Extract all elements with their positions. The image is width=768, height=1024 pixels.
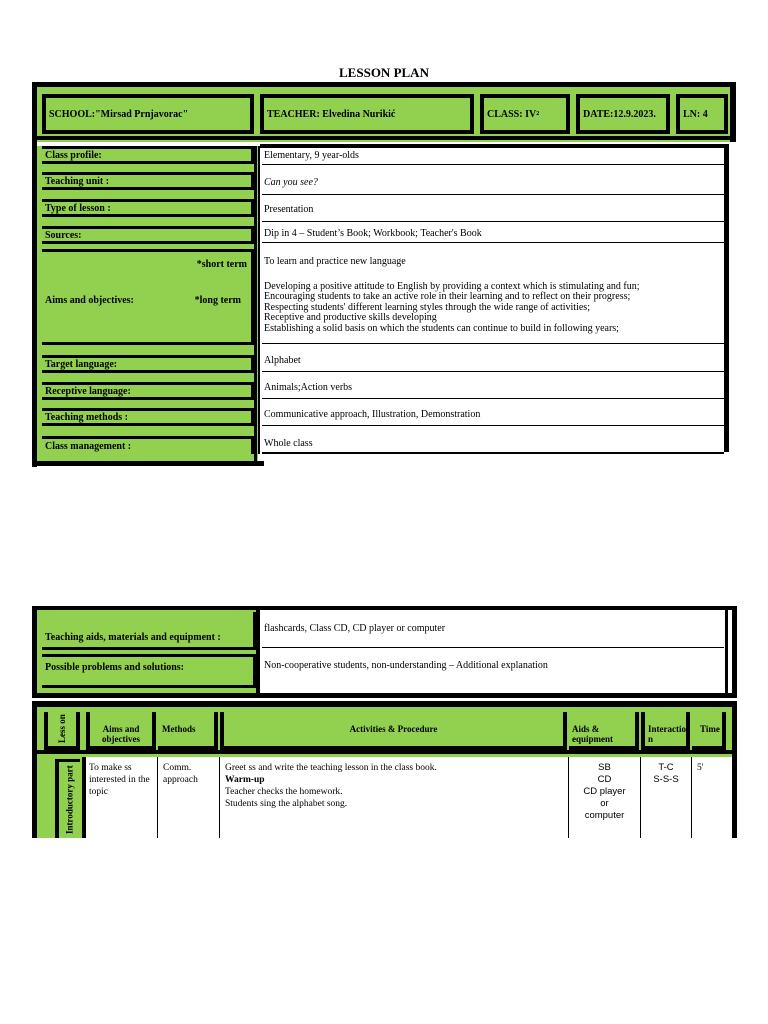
aid-item: CD: [597, 774, 612, 785]
row-interaction: [641, 762, 691, 786]
activity-line-4: Students sing the alphabet song.: [225, 799, 348, 809]
activity-line-3: Teacher checks the homework.: [225, 787, 343, 797]
header-text: Time: [700, 724, 720, 734]
header-text: Aims and objectives: [102, 724, 140, 744]
header-activities: [220, 712, 567, 750]
part-cell: [55, 759, 80, 838]
header-text: Activities & Procedure: [349, 724, 438, 734]
value-teaching-methods: Communicative approach, Illustration, Demonstration: [262, 404, 724, 426]
value-possible-problems: Non-cooperative students, non-understanding – Additional explanation: [264, 660, 548, 671]
label-text: Sources:: [45, 229, 82, 241]
label-text: Target language:: [45, 358, 118, 370]
row-activities: [225, 762, 565, 810]
header-aids: [569, 712, 639, 750]
header-methods: [158, 712, 218, 750]
row-time: 5': [697, 763, 704, 773]
value-class-profile: Elementary, 9 year-olds: [262, 146, 724, 165]
label-text: Type of lesson :: [45, 202, 111, 214]
label-text: Teaching methods :: [45, 411, 128, 423]
date-field: DATE:12.9.2023.: [576, 94, 670, 134]
row-aims: To make ss interested in the topic: [89, 763, 150, 797]
interaction-item: T-C: [658, 762, 674, 773]
part-label: Introductory part: [64, 765, 75, 835]
class-superscript: 2: [536, 111, 540, 117]
value-receptive-language: Animals;Action verbs: [262, 377, 724, 399]
header-lesson: [44, 712, 80, 750]
short-term-label: *short term: [196, 259, 247, 270]
label-receptive-language: [42, 382, 254, 400]
value-sources: Dip in 4 – Student’s Book; Workbook; Teacher's Book: [262, 224, 724, 243]
label-aims-and-objectives: [42, 249, 254, 345]
label-teaching-aids: [42, 612, 256, 650]
header-text: Interactio n: [648, 724, 686, 744]
value-teaching-aids: flashcards, Class CD, CD player or computer: [262, 610, 724, 648]
school-name: SCHOOL:"Mirsad Prnjavorac": [42, 94, 254, 134]
header-time: [692, 712, 726, 750]
value-teaching-unit: Can you see?: [262, 170, 724, 195]
long-term-label: *long term: [194, 295, 241, 306]
long-term-value-5: Establishing a solid basis on which the students can continue to build in following years;: [264, 322, 619, 334]
label-sources: [42, 226, 254, 244]
teacher-name: TEACHER: Elvedina Nurikić: [260, 94, 474, 134]
class-field: [480, 94, 570, 134]
header-interaction: [641, 712, 690, 750]
long-term-value-4: Receptive and productive skills developing: [264, 312, 437, 323]
label-text: Receptive language:: [45, 385, 131, 397]
activity-line-2: Warm-up: [225, 775, 265, 785]
header-aims: [86, 712, 156, 750]
label-text: Class profile:: [45, 149, 102, 161]
label-class-profile: [42, 146, 254, 164]
class-label: CLASS: IV: [487, 108, 537, 120]
label-text: Class management :: [45, 441, 132, 452]
label-possible-problems: [42, 654, 256, 688]
value-type-of-lesson: Presentation: [262, 197, 724, 222]
label-type-of-lesson: [42, 199, 254, 217]
value-aims: [262, 248, 724, 344]
label-teaching-methods: [42, 408, 254, 426]
label-class-management: [42, 436, 254, 454]
row-methods: Comm. approach: [163, 763, 198, 785]
activity-line-1: Greet ss and write the teaching lesson in the class book.: [225, 763, 437, 773]
lesson-number: LN: 4: [676, 94, 728, 134]
label-text: Teaching aids, materials and equipment :: [45, 632, 221, 643]
aid-item: SB: [598, 762, 611, 773]
header-text: Less on: [57, 714, 67, 744]
value-target-language: Alphabet: [262, 350, 724, 372]
header-text: Methods: [162, 724, 196, 734]
short-term-value: To learn and practice new language: [264, 256, 406, 267]
label-target-language: [42, 355, 254, 373]
row-aids: [569, 762, 640, 822]
long-term-value-3: Respecting students' different learning styles through the wide range of activities;: [264, 301, 590, 313]
aid-item: CD player: [583, 786, 626, 797]
aid-item: or: [600, 798, 609, 809]
interaction-item: S-S-S: [653, 774, 679, 785]
aims-label: Aims and objectives:: [45, 295, 134, 306]
aid-item: computer: [584, 810, 625, 821]
header-text: Aids & equipment: [572, 724, 614, 744]
label-text: Teaching unit :: [45, 175, 110, 187]
long-term-value-1: Developing a positive attitude to English by providing a context which is stimulating and fun;: [264, 280, 640, 292]
value-class-management: Whole class: [262, 435, 724, 454]
label-teaching-unit: [42, 172, 254, 190]
label-text: Possible problems and solutions:: [45, 662, 185, 673]
page-title: LESSON PLAN: [339, 65, 429, 80]
long-term-value-2: Encouraging students to take an active role in their learning and to reflect on their progress;: [264, 291, 631, 302]
